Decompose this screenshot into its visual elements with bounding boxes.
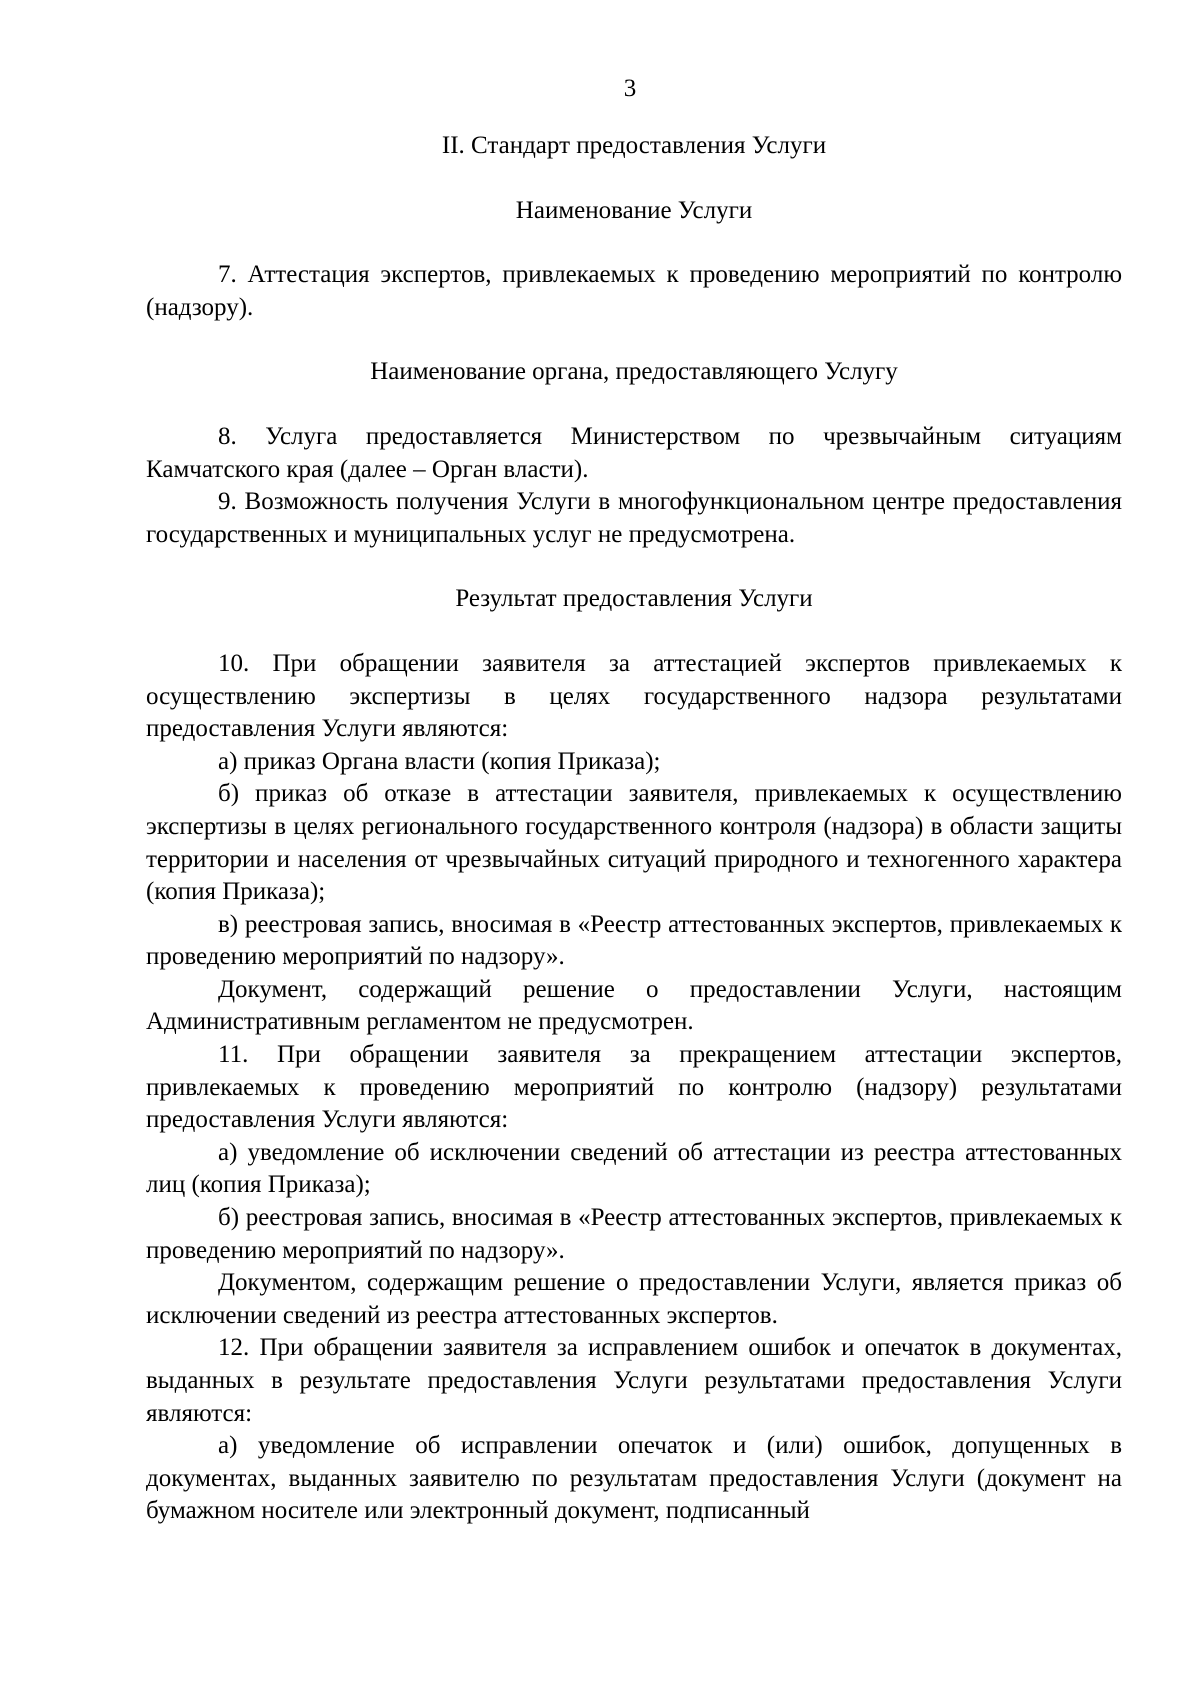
- paragraph-9: 9. Возможность получения Услуги в многофункциональном центре предоставления государственных и муниципальных услуг не предусмотрена.: [146, 488, 1122, 548]
- paragraph-11a: а) уведомление об исключении сведений об аттестации из реестра аттестованных лиц (копия Приказа);: [146, 1138, 1122, 1199]
- paragraph-10c: в) реестровая запись, вносимая в «Реестр аттестованных экспертов, привлекаемых к проведению мероприятий по надзору».: [146, 910, 1122, 971]
- paragraph-12a: а) уведомление об исправлении опечаток и (или) ошибок, допущенных в документах, выданных заявителю по результатам предоставления Услуги (документ на бумажном носителе или электронный документ, подписанный: [146, 1432, 1122, 1525]
- subheading-service-name: Наименование Услуги: [515, 196, 753, 224]
- paragraph-10b: б) приказ об отказе в аттестации заявителя, привлекаемых к осуществлению экспертизы в целях регионального государственного контроля (надзора) в области защиты территории и населения от чрезвычайных ситуаций природного и техногенного характера (копия Приказа);: [146, 780, 1122, 906]
- paragraph-11: 11. При обращении заявителя за прекращением аттестации экспертов, привлекаемых к проведению мероприятий по контролю (надзору) результатами предоставления Услуги являются:: [146, 1041, 1122, 1134]
- paragraph-11b: б) реестровая запись, вносимая в «Реестр аттестованных экспертов, привлекаемых к проведению мероприятий по надзору».: [146, 1204, 1122, 1264]
- page-number: 3: [623, 75, 637, 102]
- paragraph-11-document: Документом, содержащим решение о предоставлении Услуги, является приказ об исключении сведений из реестра аттестованных экспертов.: [146, 1269, 1122, 1329]
- section-title: II. Стандарт предоставления Услуги: [441, 132, 827, 159]
- paragraph-10: 10. При обращении заявителя за аттестацией экспертов привлекаемых к осуществлению экспертизы в целях государственного надзора результатами предоставления Услуги являются:: [146, 649, 1122, 743]
- paragraph-12: 12. При обращении заявителя за исправлением ошибок и опечаток в документах, выданных в результате предоставления Услуги результатами предоставления Услуги являются:: [146, 1334, 1122, 1427]
- paragraph-10a: а) приказ Органа власти (копия Приказа);: [218, 747, 661, 775]
- paragraph-8: 8. Услуга предоставляется Министерством по чрезвычайным ситуациям Камчатского края (далее – Орган власти).: [146, 422, 1122, 483]
- paragraph-10-document: Документ, содержащий решение о предоставлении Услуги, настоящим Административным регламентом не предусмотрен.: [146, 975, 1122, 1036]
- document-body: [146, 130, 1122, 1528]
- subheading-authority-name: Наименование органа, предоставляющего Услугу: [370, 358, 898, 386]
- paragraph-7: 7. Аттестация экспертов, привлекаемых к проведению мероприятий по контролю (надзору).: [146, 261, 1122, 321]
- subheading-result: Результат предоставления Услуги: [455, 585, 813, 613]
